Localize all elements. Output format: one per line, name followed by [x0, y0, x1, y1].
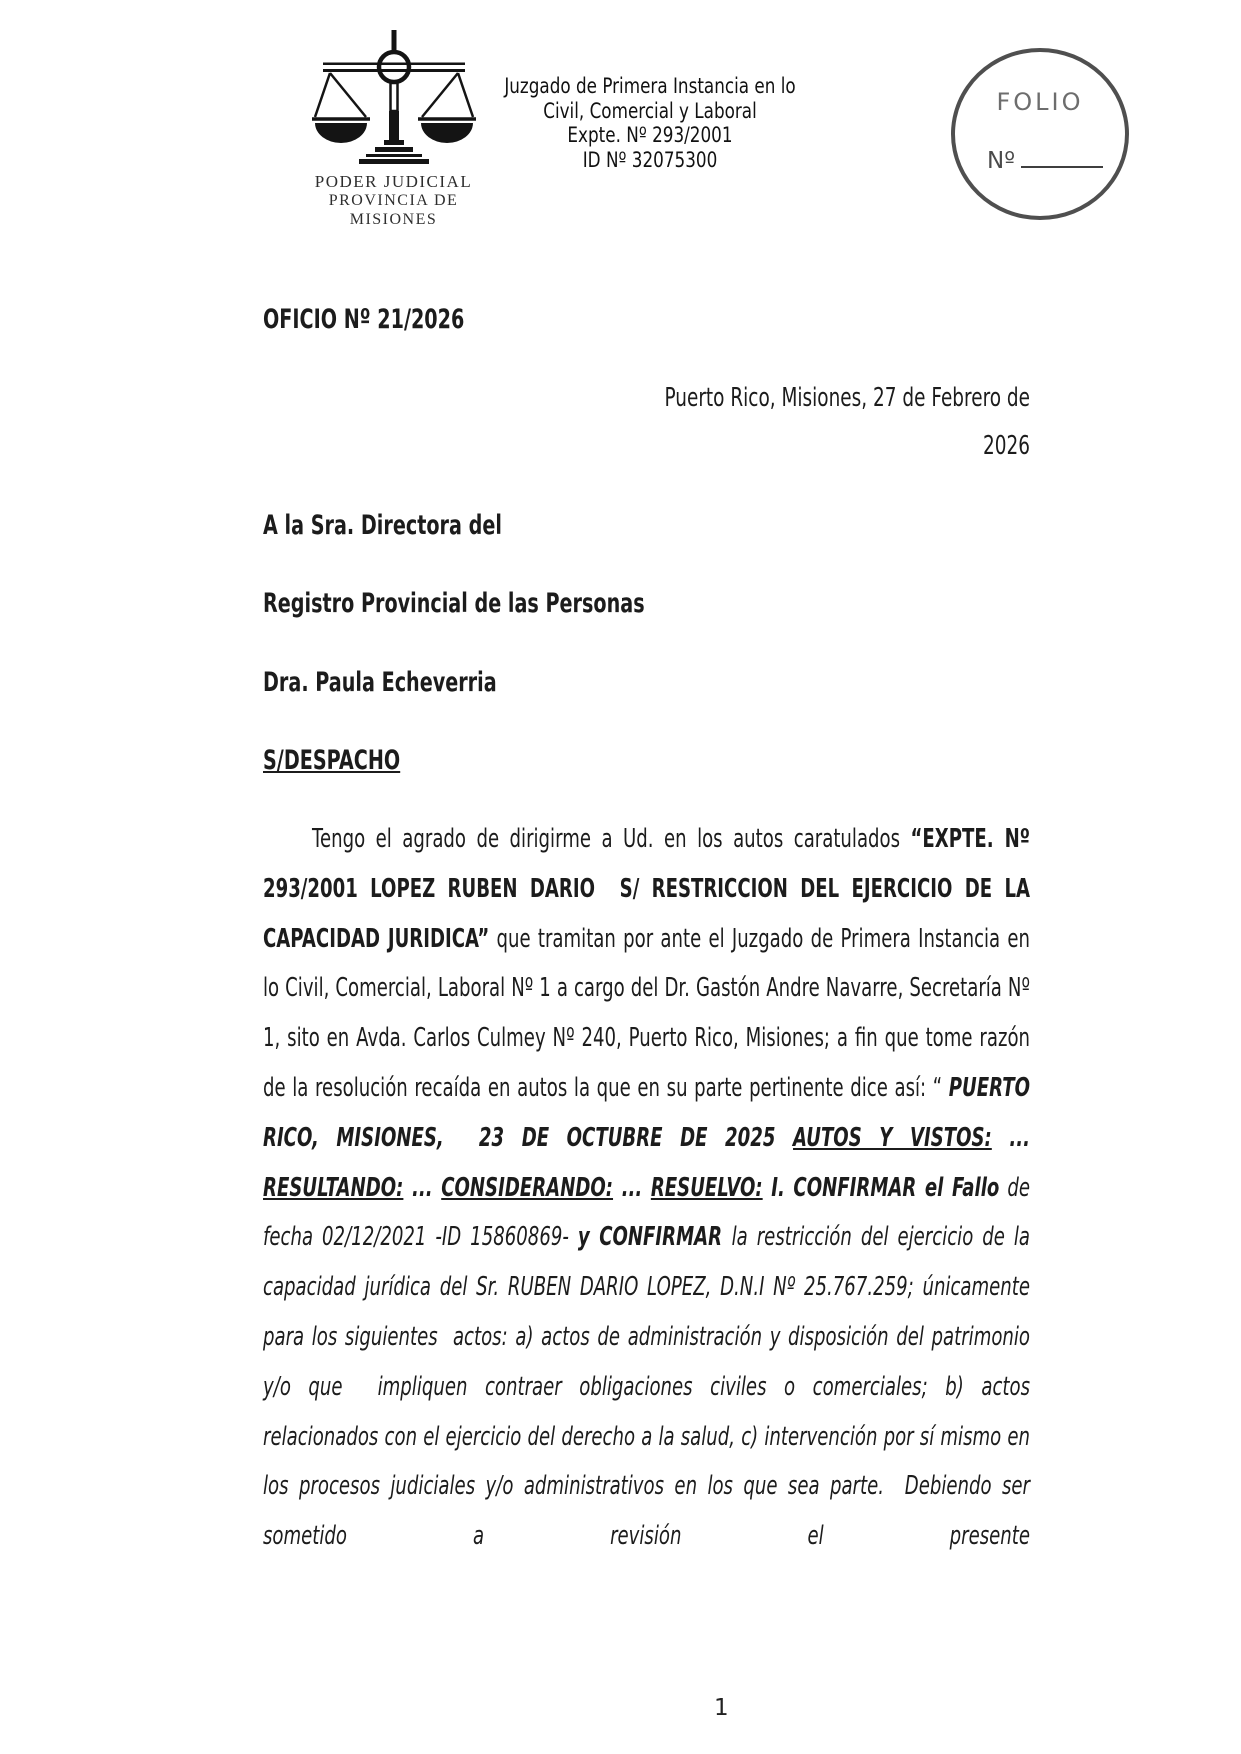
page-number: 1 [714, 1695, 729, 1721]
judicial-logo [296, 30, 491, 229]
folio-number-label: Nº [987, 148, 1016, 174]
court-info-line1: Juzgado de Primera Instancia en lo [504, 74, 796, 98]
addressee-line-1: A la Sra. Directora del [263, 510, 502, 541]
folio-stamp-title: FOLIO [996, 88, 1084, 116]
folio-stamp-number [987, 144, 1103, 174]
court-info-line4: ID Nº 32075300 [582, 147, 718, 172]
date-year: 2026 [983, 431, 1031, 461]
oficio-number: OFICIO Nº 21/2026 [263, 304, 465, 335]
scales-of-justice-icon [296, 30, 491, 172]
date-line: Puerto Rico, Misiones, 27 de Febrero de [664, 383, 1031, 413]
folio-number-blank-line [1021, 144, 1103, 168]
addressee-line-2: Registro Provincial de las Personas [263, 588, 645, 619]
court-info [470, 74, 830, 172]
reference-line: S/DESPACHO [263, 745, 401, 776]
body-paragraph: Tengo el agrado de dirigirme a Ud. en los autos caratulados “EXPTE. Nº 293/2001 LOPEZ RUBEN DARIO S/ RESTRICCION DEL EJERCICIO DE LA CAPACIDAD JURIDICA” que tramitan por ante el Juzgado de Primera Instancia en lo Civil, Comercial, Laboral Nº 1 a cargo del Dr. Gastón Andre Navarre, Secretaría Nº 1, sito en Avda. Carlos Culmey Nº 240, Puerto Rico, Misiones; a fin que tome razón de la resolución recaída en autos la que en su parte pertinente dice así: “ PUERTO RICO, MISIONES, 23 DE OCTUBRE DE 2025 AUTOS Y VISTOS: ... RESULTANDO: ... CONSIDERANDO: ... RESUELVO: I. CONFIRMAR el Fallo de fecha 02/12/2021 -ID 15860869- y CONFIRMAR la restricción del ejercicio de la capacidad jurídica del Sr. RUBEN DARIO LOPEZ, D.N.I Nº 25.767.259; únicamente para los siguientes actos: a) actos de administración y disposición del patrimonio y/o que impliquen contraer obligaciones civiles o comerciales; b) actos relacionados con el ejercicio del derecho a la salud, c) intervención por sí mismo en los procesos judiciales y/o administrativos en los que sea parte. Debiendo ser sometido a revisión el presente [263, 824, 1037, 1552]
logo-caption-line1: PODER JUDICIAL [314, 172, 473, 191]
logo-caption-line2: PROVINCIA DE MISIONES [328, 192, 459, 228]
court-info-line2: Civil, Comercial y Laboral [543, 98, 757, 123]
court-info-line3: Expte. Nº 293/2001 [567, 123, 733, 147]
folio-stamp [951, 48, 1129, 220]
addressee-line-3: Dra. Paula Echeverria [263, 667, 497, 698]
